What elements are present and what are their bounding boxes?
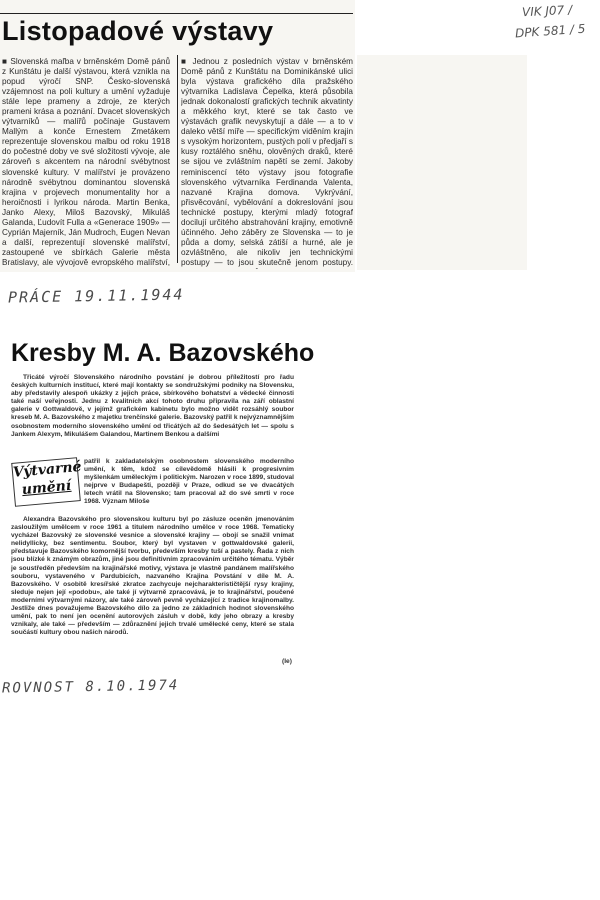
article1-column1 bbox=[2, 57, 170, 269]
article2-wrapped bbox=[84, 458, 294, 515]
article1-headline: Listopadové výstavy bbox=[2, 16, 274, 46]
article2-rest-text: Alexandra Bazovského pro slovenskou kulturu byl po zásluze oceněn jmenováním zasloužilým umělcem v roce 1961 a titulem národního umělce v roce 1968. Tematicky vycházel Bazovský ze slovenské vesnice a slovenské krajiny — obojí se snažil vnímat nelidyllicky, bez sentimentu. Soubor, který byl vystaven v gottwaldovské galerii, představuje Bazovského komornější tvorbu, především kresby tuší a pastely. Řada z nich jsou blízké k známým obrazům, jiné jsou definitivním zpracováním určitého tématu. Výběr je soustředěn především na krajinářské motivy, výstava je vlastně pandánem malířského souboru, vystaveného v Pardubicích, nazvaného Krajina Povstání v díle M. A. Bazovského. V osobitě kresířské zkratce zachycuje nejcharakterističtější rysy krajiny, sleduje nejen její «podobu», ale také jí výtvarně zpracovává, je to krajinářství, poučené moderními výtvarnými názory, ale také zároveň pevně vycházející z tradice krajinomalby. Jestliže dnes považujeme Bazovského dílo za jedno ze základních hodnot slovenského umění, pak to není jen ocenění autorových zásluh v době, kdy jeho obrazy a kresby vznikaly, ale také — především — zdůraznění jejich trvalé umělecké ceny, které se stala součástí kultury obou našich národů. bbox=[11, 516, 294, 637]
article2-lead bbox=[11, 374, 294, 457]
article2-lead-text: Třicáté výročí Slovenského národního povstání je dobrou příležitostí pro řadu českých kulturních institucí, které mají kontakty se sondružskými podniky na Slovensku, aby představily alespoň ukázky z jejich práce, sbírkového bohatství a vědecké činnosti také naší veřejnosti. Jednu z kvalitních akcí tohoto druhu připravila na září oblastní galerie v Gottwaldově, v jejímž grafickém kabinetu bylo možno vidět rozsáhlý soubor kreseb M. A. Bazovského z majetku trenčínské galerie. Bazovský patřil k nejvýznamnějším osobnostem moderního slovenského umění od třicátých až do šedesátých let — spolu s Jankem Alexym, Mikulášem Galandou, Martinem Benkou a dalšími bbox=[11, 374, 294, 438]
article1-rule-top bbox=[0, 13, 353, 14]
article1-column2 bbox=[181, 57, 353, 269]
stamp-line2: umění bbox=[21, 477, 72, 499]
article1-column2-text: ■ Jednou z posledních výstav v brněnském Domě pánů z Kunštátu na Dominikánské ulici byla výstava grafického díla pražského výtvarníka Ladislava Čepelka, která působila jednak dokonalostí grafických technik akvatinty a měkkého kryt, které se tak často ve výstavách grafik nevyskytují a dále — a to v daleko větší míře — specifickým viděním krajin s vysokým horizontem, pustých polí v předjaří s kusy roztálého sněhu, olověných draků, které se sijou ve zvláštním napětí se zemí. Jakoby reminiscencí této výstavy jsou fotografie slovenského výtvarníka Ferdinanda Valenta, nazvané Krajina domova. Vykrývání, přisvěcování, vybělování a dokreslování jsou technické postupy, kterými mladý fotograf docilují určitého abstrahování krajiny, emotivně účinného. Jeho záběry ze Slovenska — to je půda a domy, selská zátiší a hurné, ale je ozvláštněno, ale nikoliv jen technickými postupy — to jsou skutečně jenom postupy. bbox=[181, 57, 353, 267]
article2-signature: (Ie) bbox=[282, 658, 292, 665]
archive-note-line2: DPK 581 / 5 bbox=[514, 21, 586, 41]
article1-column1-text: ■ Slovenská maľba v brněnském Domě pánů z Kunštátu je další výstavou, která vznikla na popud výročí SNP. Česko-slovenská vzájemnost na poli kultury a umění vyžaduje stále lepe prameny a zdroje, ze kterých prameni krása a poznání. Dvacet slovenských výtvarníků — malířů počínaje Gustavem Mallým a konče Ernestem Zmetákem reprezentuje slovenskou malbu od roku 1918 do počestné doby ve své složitosti vývoje, ale zároveň s akcentem na národní svébytnost slovenské kultury. V malířství je provázeno národně svébytnou dominantou slovenská krajina v projevech monumentality hor a heroičnosti i lyrikou národa. Martin Benka, Janko Alexy, Miloš Bazovský, Mikuláš Galanda, Ľudovít Fulla a «Generace 1909» — Cyprián Majerník, Ján Mudroch, Eugen Nevan a další, reprezentují slovenské malířství, zastoupené ve sbírkách Galerie města Bratislavy, ale vývojově evropského malířství, bbox=[2, 57, 170, 267]
article2-wrapped-text: patřil k zakladatelským osobnostem slovenského moderního umění, k těm, kdož se cílevědomě hlásili k progresivním myšlenkám uměleckým i politickým. Narozen v roce 1899, studoval nejprve v Budapešti, později v Praze, odkud se ve dvacátých letech vrátil na Slovensko; tam pracoval až do své smrti v roce 1968. Význam Miloše bbox=[84, 458, 294, 506]
archive-note-line1: VIK J07 / bbox=[521, 2, 573, 20]
column-divider bbox=[177, 55, 178, 263]
vytvarne-umeni-stamp bbox=[11, 457, 81, 507]
article2-rest bbox=[11, 516, 294, 662]
source-note-prace: PRÁCE 19.11.1944 bbox=[7, 285, 185, 307]
article2-headline: Kresby M. A. Bazovského bbox=[11, 339, 315, 367]
source-note-rovnost: ROVNOST 8.10.1974 bbox=[1, 677, 180, 697]
clipping-listopadove-vystavy-column2 bbox=[357, 55, 527, 270]
stamp-line1: Výtvarné bbox=[12, 458, 83, 481]
